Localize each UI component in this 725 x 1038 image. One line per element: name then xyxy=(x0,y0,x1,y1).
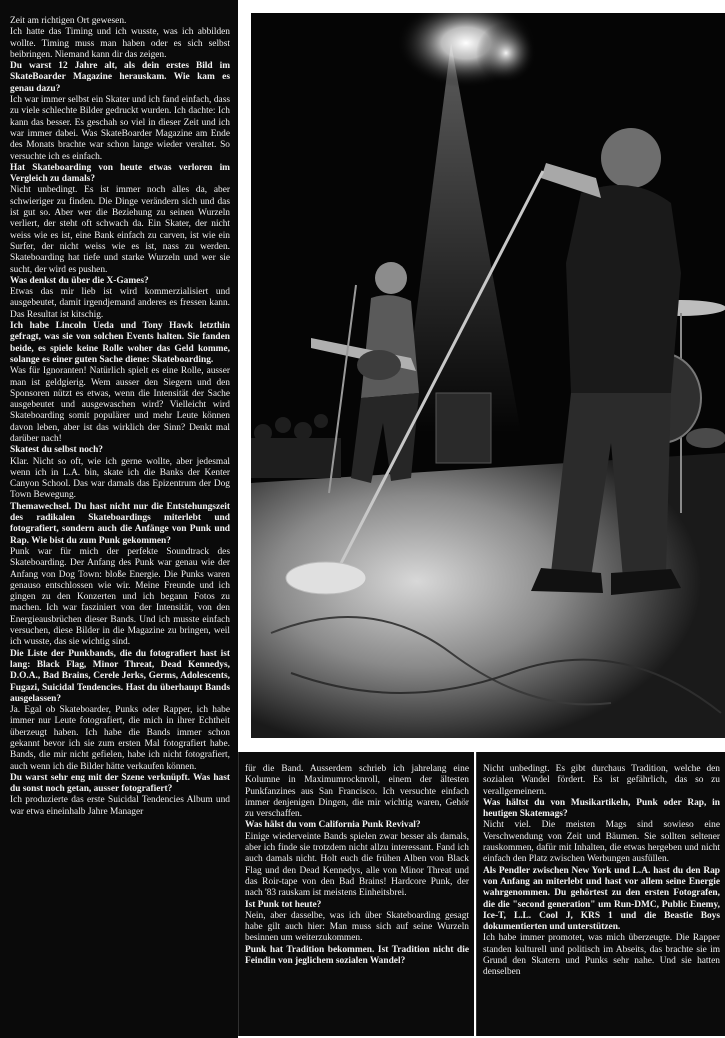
interview-question: Punk hat Tradition bekommen. Ist Tradition nicht die Feindin von jeglichem sozialen Wandel? xyxy=(245,944,469,967)
left-paragraphs xyxy=(10,16,230,818)
interview-answer: Was für Ignoranten! Natürlich spielt es eine Rolle, ausser man ist geldgierig. Wem ausser den Siegern und den Sponsoren nützt es etwas, wenn die Intensität der Sache ausgebeutet und ausgewaschen wird? Vielleicht wird Skateboarding somit populärer und mehr Leute können davon leben, aber ist das wirklich der Sinn? Denkt mal darüber nach! xyxy=(10,366,230,444)
interview-answer: Punk war für mich der perfekte Soundtrack des Skateboarding. Der Anfang des Punk war genau wie der Anfang von Dog Town: bloße Energie. Die Punks waren genauso entschlossen wie wir. Meine Freunde und ich gingen zu den Konzerten und ich begann Fotos zu machen. Ich war fasziniert von der Intensität, von den Energieausbrüchen dieser Bands. Und ich musste einfach versuchen, diese Bilder in die Magazine zu bringen, weil ich wusste, das sie wichtig sind. xyxy=(10,546,230,648)
left-text-column xyxy=(0,0,238,1038)
spotlight xyxy=(476,23,536,83)
interview-question: Die Liste der Punkbands, die du fotografiert hast ist lang: Black Flag, Minor Threat, Dead Kennedys, D.O.A., Bad Brains, Cerele Jerks, Germs, Adolescents, Fugazi, Suicidal Tendencies. Hast du überhaupt Bands ausgelassen? xyxy=(10,648,230,704)
amplifier xyxy=(436,393,491,463)
interview-question: Was hälst du vom California Punk Revival? xyxy=(245,820,421,831)
interview-answer: Nein, aber dasselbe, was ich über Skateboarding gesagt habe gilt auch hier: Man muss sich auf seine Wurzeln besinnen um weiterzukommen. xyxy=(245,910,469,944)
interview-answer: Ich produzierte das erste Suicidal Tendencies Album und war etwa eineinhalb Jahre Manager xyxy=(10,795,230,817)
right-text-column xyxy=(476,752,725,1036)
interview-answer: Ja. Egal ob Skateboarder, Punks oder Rapper, ich habe immer nur Leute fotografiert, die mich in ihrer Echtheit überzeugt haben. Ich habe die Bands immer schon gekannt bevor ich sie zum ersten Mal fotografiert habe. Bands, die mir nicht gefielen, habe ich nicht fotografiert, auch wenn ich die Bilder hätte verkaufen können. xyxy=(10,705,230,772)
interview-question: Hat Skateboarding von heute etwas verloren im Vergleich zu damals? xyxy=(10,162,230,185)
interview-question: Ist Punk tot heute? xyxy=(245,899,322,910)
right-paragraphs xyxy=(483,764,720,979)
interview-answer: Ich war immer selbst ein Skater und ich fand einfach, dass zu viele schlechte Bilder gedruckt wurden. Ich dachte: Ich kann das besser. Es geschah so viel in dieser Zeit und ich war immer dabei. Was SkateBoarder Magazine am Ende des Monats brachte war schon lange wieder veraltet. So versuchte ich es einfach. xyxy=(10,95,230,162)
interview-question: Du warst sehr eng mit der Szene verknüpft. Was hast du sonst noch getan, ausser fotografiert? xyxy=(10,772,230,795)
interview-answer: Etwas das mir lieb ist wird kommerzialisiert und ausgebeutet, damit irgendjemand anderes es fressen kann. Das Resultat ist kitschig. xyxy=(10,287,230,320)
middle-paragraphs xyxy=(245,764,469,967)
interview-question: Skatest du selbst noch? xyxy=(10,445,103,456)
interview-answer: Einige wiederveinte Bands spielen zwar besser als damals, aber ich finde sie trotzdem nicht allzu interessant. Fand ich auch damals nicht. Holt euch die frühen Alben von Black Flag und den Dead Kennedys, alle von Minor Threat und das Roir-tape von den Bad Brains! Hardcore Punk, der nach '83 rauskam ist meistens Einheitsbrei. xyxy=(245,831,469,899)
interview-answer: Nicht unbedingt. Es ist immer noch alles da, aber schwieriger zu finden. Die Dinge verändern sich und das ist gut so. Aber wer die Beziehung zu seinen Wurzeln verliert, der steht oft schwach da. Ein Skater, der nicht weiss wie es ist, eine Bank einfach zu carven, ist wie ein Surfer, der nicht weiss wie es ist, nass zu werden. Skateboarding hat tiefe und starke Wurzeln und wer sie sucht, der wird es pushen. xyxy=(10,185,230,275)
interview-answer: Zeit am richtigen Ort gewesen. xyxy=(10,16,127,26)
concert-photo-graphic xyxy=(251,13,725,738)
interview-answer: für die Band. Ausserdem schrieb ich jahrelang eine Kolumne in Maximumrocknroll, einem der ältesten Punkfanzines aus San Francisco. Ich versuchte einfach immer denjenigen Dingen, die mir wichtig waren, Gehör zu verschaffen. xyxy=(245,764,469,820)
interview-question: Du warst 12 Jahre alt, als dein erstes Bild im SkateBoarder Magazine herauskam. Wie kam es genau dazu? xyxy=(10,61,230,94)
middle-text-column xyxy=(238,752,474,1036)
interview-question: Was hältst du von Musikartikeln, Punk oder Rap, in heutigen Skatemags? xyxy=(483,797,720,820)
interview-question: Themawechsel. Du hast nicht nur die Entstehungszeit des radikalen Skateboardings miterlebt und fotografiert, sondern auch die Anfänge von Punk und Rap. Wie bist du zum Punk gekommen? xyxy=(10,501,230,546)
interview-answer: Ich hatte das Timing und ich wusste, was ich abbilden wollte. Timing muss man haben oder es sich selbst beibringen. Niemand kann dir das zeigen. xyxy=(10,27,230,60)
interview-question: Was denkst du über die X-Games? xyxy=(10,275,149,286)
interview-question: Als Pendler zwischen New York und L.A. hast du den Rap von Anfang an miterlebt und hast vor allem seine Energie wahrgenommen. Du gehörtest zu den ersten Fotografen, die die "second generation" um Run-DMC, Public Enemy, Ice-T, L.L. Cool J, KRS 1 und die Beastie Boys dokumentierten und unterstützen. xyxy=(483,865,720,933)
interview-answer: Nicht unbedingt. Es gibt durchaus Tradition, welche den sozialen Wandel fördert. Es ist gefährlich, das so zu verallgemeinern. xyxy=(483,764,720,797)
concert-photo xyxy=(251,13,725,738)
mic-stand-base xyxy=(286,562,366,594)
interview-question: Ich habe Lincoln Ueda und Tony Hawk letzthin gefragt, was sie von solchen Events halten. Sie fanden beide, es spiele keine Rolle woher das Geld komme, solange es einer guten Sache diene: Skateboarding. xyxy=(10,321,230,365)
interview-answer: Klar. Nicht so oft, wie ich gerne wollte, aber jedesmal wenn ich in L.A. bin, skate ich die Banks der Kenter Canyon School. Das war damals das Epizentrum der Dog Town Bewegung. xyxy=(10,456,230,501)
interview-answer: Ich habe immer promotet, was mich überzeugte. Die Rapper standen kulturell und politisch im Abseits, das brachte sie im Grund den Skatern und Punks sehr nahe. Und sie hatten denselben xyxy=(483,933,720,978)
interview-answer: Nicht viel. Die meisten Mags sind sowieso eine Verschwendung von Zeit und Bäumen. Sie sollten seltener rauskommen, dafür mit Inhalten, die etwas hergeben und nicht einfach den Platz zwischen Werbungen ausfüllen. xyxy=(483,820,720,865)
